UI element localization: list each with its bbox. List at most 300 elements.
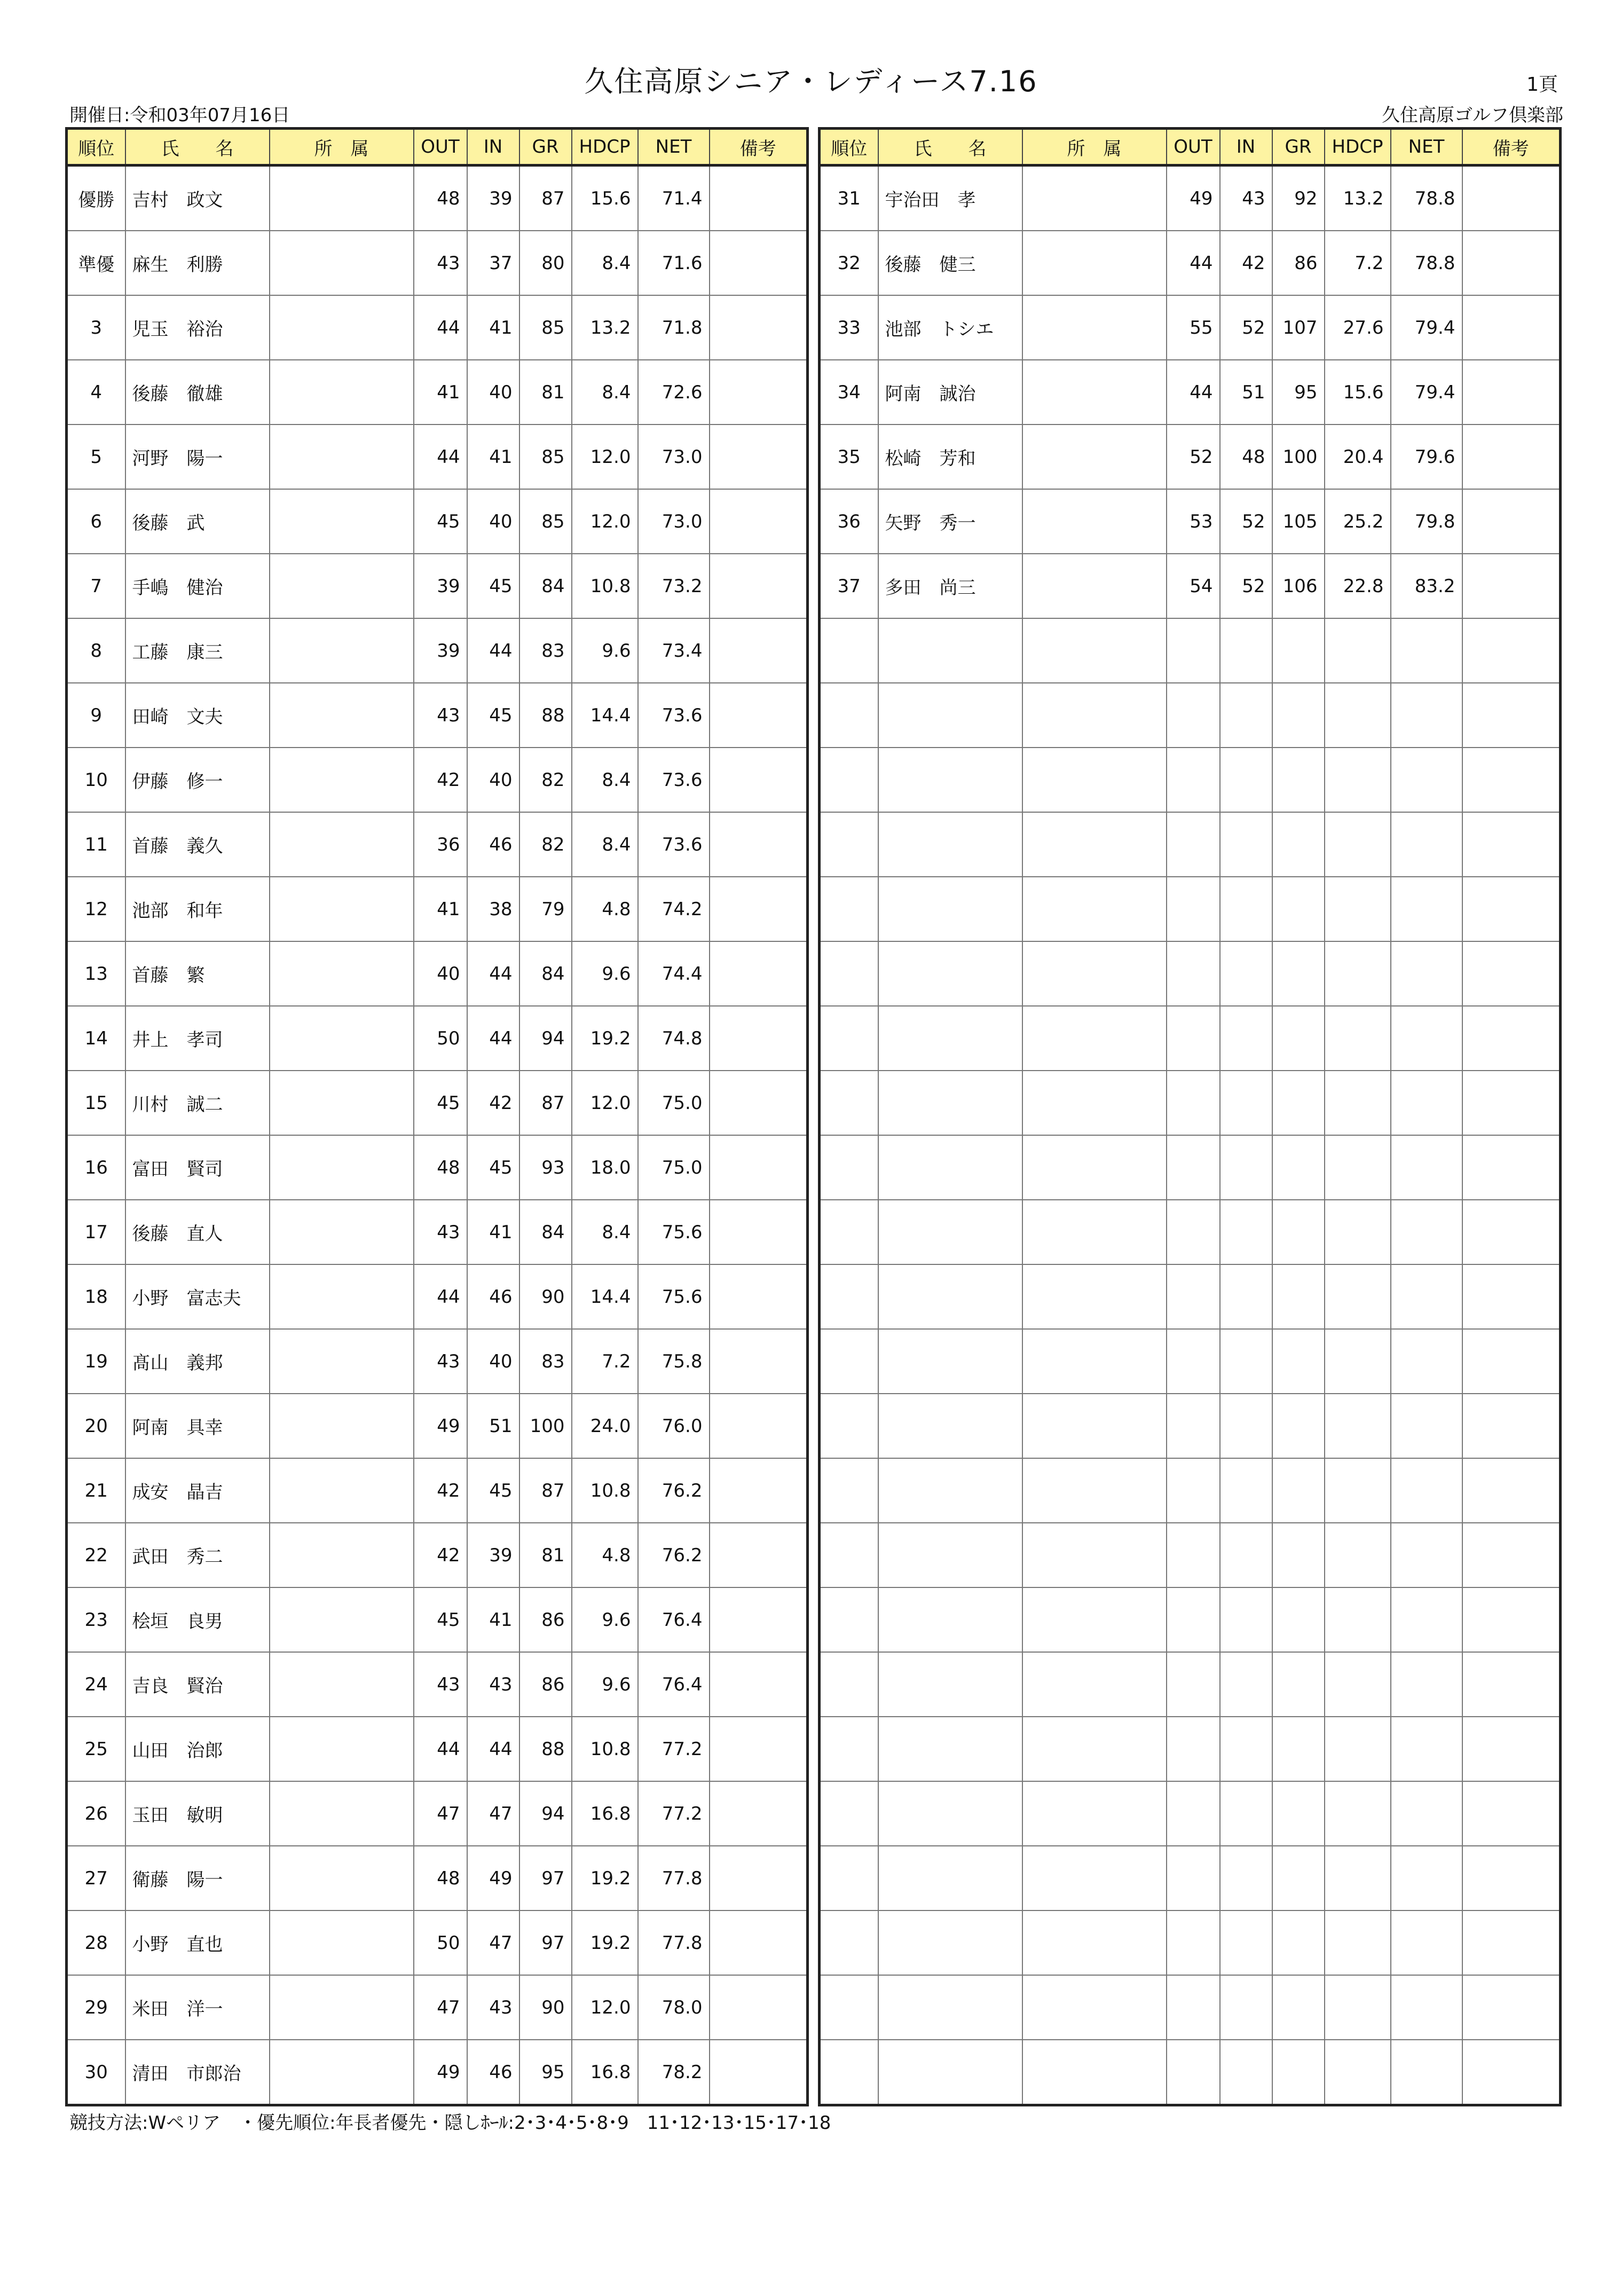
gross-cell xyxy=(1272,1458,1325,1523)
page-number: 1頁 xyxy=(1526,74,1558,96)
name-cell xyxy=(878,941,1022,1006)
event-date: 開催日:令和03年07月16日 xyxy=(69,105,290,126)
hdcp-cell xyxy=(1325,1458,1391,1523)
hdcp-cell: 4.8 xyxy=(572,877,638,941)
rank-cell xyxy=(820,1135,878,1200)
in-cell xyxy=(1220,1523,1272,1587)
gross-cell: 83 xyxy=(519,618,572,683)
out-cell xyxy=(1167,1394,1220,1458)
in-cell: 41 xyxy=(467,1587,519,1652)
hdcp-cell: 14.4 xyxy=(572,683,638,748)
name-cell: 多田 尚三 xyxy=(878,554,1022,618)
header-net: NET xyxy=(638,129,710,166)
table-row xyxy=(67,231,808,295)
in-cell xyxy=(1220,618,1272,683)
in-cell: 37 xyxy=(467,231,519,295)
hdcp-cell: 25.2 xyxy=(1325,489,1391,554)
out-cell xyxy=(1167,1006,1220,1071)
gross-cell: 105 xyxy=(1272,489,1325,554)
remarks-cell xyxy=(710,1587,808,1652)
hdcp-cell: 16.8 xyxy=(572,2040,638,2105)
rank-cell: 9 xyxy=(67,683,125,748)
remarks-cell xyxy=(710,683,808,748)
hdcp-cell xyxy=(1325,1587,1391,1652)
affiliation-cell xyxy=(1022,1846,1167,1910)
hdcp-cell: 8.4 xyxy=(572,748,638,812)
affiliation-cell xyxy=(270,1781,414,1846)
remarks-cell xyxy=(710,360,808,424)
net-cell: 77.2 xyxy=(638,1781,710,1846)
name-cell: 桧垣 良男 xyxy=(125,1587,270,1652)
name-cell: 宇治田 孝 xyxy=(878,166,1022,231)
remarks-cell xyxy=(710,1394,808,1458)
in-cell xyxy=(1220,1458,1272,1523)
gross-cell: 79 xyxy=(519,877,572,941)
hdcp-cell: 19.2 xyxy=(572,1910,638,1975)
table-row xyxy=(820,1394,1561,1458)
gross-cell: 87 xyxy=(519,1458,572,1523)
rank-cell xyxy=(820,1717,878,1781)
in-cell: 40 xyxy=(467,1329,519,1394)
name-cell xyxy=(878,1200,1022,1264)
in-cell xyxy=(1220,1071,1272,1135)
hdcp-cell xyxy=(1325,941,1391,1006)
net-cell xyxy=(1391,618,1462,683)
gross-cell xyxy=(1272,1523,1325,1587)
out-cell: 42 xyxy=(414,748,467,812)
affiliation-cell xyxy=(270,1135,414,1200)
header-name: 氏 名 xyxy=(125,129,270,166)
hdcp-cell xyxy=(1325,1329,1391,1394)
net-cell: 76.4 xyxy=(638,1652,710,1717)
hdcp-cell xyxy=(1325,812,1391,877)
rank-cell: 15 xyxy=(67,1071,125,1135)
rank-cell: 7 xyxy=(67,554,125,618)
affiliation-cell xyxy=(1022,1264,1167,1329)
affiliation-cell xyxy=(1022,1135,1167,1200)
out-cell: 41 xyxy=(414,877,467,941)
remarks-cell xyxy=(1462,1975,1561,2040)
header-affiliation: 所 属 xyxy=(270,129,414,166)
name-cell: 小野 富志夫 xyxy=(125,1264,270,1329)
remarks-cell xyxy=(710,1329,808,1394)
rank-cell xyxy=(820,1587,878,1652)
remarks-cell xyxy=(710,489,808,554)
remarks-cell xyxy=(1462,1910,1561,1975)
hdcp-cell: 24.0 xyxy=(572,1394,638,1458)
remarks-cell xyxy=(1462,1781,1561,1846)
name-cell xyxy=(878,1975,1022,2040)
affiliation-cell xyxy=(270,877,414,941)
net-cell xyxy=(1391,1071,1462,1135)
header-remarks: 備考 xyxy=(710,129,808,166)
in-cell xyxy=(1220,1781,1272,1846)
table-row xyxy=(820,489,1561,554)
table-row xyxy=(67,877,808,941)
out-cell xyxy=(1167,941,1220,1006)
net-cell xyxy=(1391,1975,1462,2040)
table-row xyxy=(67,683,808,748)
name-cell: 清田 市郎治 xyxy=(125,2040,270,2105)
name-cell xyxy=(878,1781,1022,1846)
gross-cell: 97 xyxy=(519,1846,572,1910)
name-cell xyxy=(878,1006,1022,1071)
net-cell: 73.4 xyxy=(638,618,710,683)
rank-cell: 25 xyxy=(67,1717,125,1781)
hdcp-cell xyxy=(1325,1200,1391,1264)
in-cell xyxy=(1220,1910,1272,1975)
rank-cell xyxy=(820,941,878,1006)
gross-cell: 86 xyxy=(519,1652,572,1717)
net-cell xyxy=(1391,1329,1462,1394)
gross-cell xyxy=(1272,1135,1325,1200)
hdcp-cell: 13.2 xyxy=(572,295,638,360)
out-cell: 48 xyxy=(414,1846,467,1910)
remarks-cell xyxy=(710,1006,808,1071)
out-cell xyxy=(1167,1587,1220,1652)
rank-cell: 14 xyxy=(67,1006,125,1071)
net-cell: 73.6 xyxy=(638,812,710,877)
net-cell xyxy=(1391,1910,1462,1975)
name-cell: 川村 誠二 xyxy=(125,1071,270,1135)
rank-cell: 優勝 xyxy=(67,166,125,231)
net-cell xyxy=(1391,1523,1462,1587)
rank-cell: 3 xyxy=(67,295,125,360)
table-row xyxy=(67,1523,808,1587)
out-cell: 45 xyxy=(414,489,467,554)
table-row xyxy=(67,941,808,1006)
out-cell: 54 xyxy=(1167,554,1220,618)
in-cell: 45 xyxy=(467,1135,519,1200)
hdcp-cell: 18.0 xyxy=(572,1135,638,1200)
hdcp-cell: 22.8 xyxy=(1325,554,1391,618)
rank-cell: 8 xyxy=(67,618,125,683)
in-cell: 46 xyxy=(467,812,519,877)
hdcp-cell xyxy=(1325,1071,1391,1135)
header-gross: GR xyxy=(1272,129,1325,166)
out-cell: 44 xyxy=(414,424,467,489)
rank-cell xyxy=(820,1458,878,1523)
gross-cell: 86 xyxy=(519,1587,572,1652)
affiliation-cell xyxy=(270,683,414,748)
table-row xyxy=(67,166,808,231)
gross-cell xyxy=(1272,683,1325,748)
hdcp-cell xyxy=(1325,877,1391,941)
name-cell: 阿南 具幸 xyxy=(125,1394,270,1458)
rank-cell: 18 xyxy=(67,1264,125,1329)
affiliation-cell xyxy=(1022,360,1167,424)
in-cell: 40 xyxy=(467,360,519,424)
affiliation-cell xyxy=(270,231,414,295)
name-cell: 池部 和年 xyxy=(125,877,270,941)
out-cell xyxy=(1167,618,1220,683)
remarks-cell xyxy=(1462,424,1561,489)
rank-cell: 27 xyxy=(67,1846,125,1910)
net-cell xyxy=(1391,941,1462,1006)
rank-cell: 28 xyxy=(67,1910,125,1975)
name-cell: 武田 秀二 xyxy=(125,1523,270,1587)
gross-cell xyxy=(1272,748,1325,812)
header-hdcp: HDCP xyxy=(1325,129,1391,166)
in-cell: 49 xyxy=(467,1846,519,1910)
out-cell xyxy=(1167,877,1220,941)
hdcp-cell: 8.4 xyxy=(572,360,638,424)
rank-cell: 24 xyxy=(67,1652,125,1717)
rank-cell xyxy=(820,1975,878,2040)
table-row xyxy=(820,295,1561,360)
hdcp-cell xyxy=(1325,1135,1391,1200)
name-cell: 後藤 徹雄 xyxy=(125,360,270,424)
out-cell xyxy=(1167,1071,1220,1135)
rank-cell: 22 xyxy=(67,1523,125,1587)
name-cell: 田崎 文夫 xyxy=(125,683,270,748)
name-cell xyxy=(878,1458,1022,1523)
name-cell: 玉田 敏明 xyxy=(125,1781,270,1846)
header-hdcp: HDCP xyxy=(572,129,638,166)
name-cell: 後藤 直人 xyxy=(125,1200,270,1264)
rank-cell: 11 xyxy=(67,812,125,877)
table-row xyxy=(820,1006,1561,1071)
hdcp-cell: 10.8 xyxy=(572,1717,638,1781)
out-cell xyxy=(1167,748,1220,812)
affiliation-cell xyxy=(1022,1975,1167,2040)
name-cell xyxy=(878,1587,1022,1652)
name-cell: 髙山 義邦 xyxy=(125,1329,270,1394)
hdcp-cell: 15.6 xyxy=(572,166,638,231)
remarks-cell xyxy=(1462,1587,1561,1652)
remarks-cell xyxy=(1462,1329,1561,1394)
affiliation-cell xyxy=(1022,1071,1167,1135)
affiliation-cell xyxy=(1022,941,1167,1006)
gross-cell xyxy=(1272,1717,1325,1781)
net-cell: 77.8 xyxy=(638,1910,710,1975)
remarks-cell xyxy=(710,1200,808,1264)
table-row xyxy=(820,1329,1561,1394)
table-row xyxy=(820,1975,1561,2040)
in-cell: 44 xyxy=(467,941,519,1006)
out-cell xyxy=(1167,1458,1220,1523)
remarks-cell xyxy=(710,1523,808,1587)
remarks-cell xyxy=(710,877,808,941)
net-cell: 71.4 xyxy=(638,166,710,231)
in-cell: 43 xyxy=(467,1652,519,1717)
in-cell xyxy=(1220,941,1272,1006)
table-row xyxy=(820,1135,1561,1200)
in-cell: 42 xyxy=(467,1071,519,1135)
rank-cell xyxy=(820,683,878,748)
net-cell xyxy=(1391,1781,1462,1846)
table-row xyxy=(67,812,808,877)
rank-cell xyxy=(820,1200,878,1264)
affiliation-cell xyxy=(1022,812,1167,877)
net-cell: 75.0 xyxy=(638,1135,710,1200)
hdcp-cell xyxy=(1325,748,1391,812)
rank-cell: 準優 xyxy=(67,231,125,295)
hdcp-cell xyxy=(1325,1006,1391,1071)
in-cell: 42 xyxy=(1220,231,1272,295)
in-cell: 41 xyxy=(467,424,519,489)
name-cell: 後藤 武 xyxy=(125,489,270,554)
in-cell xyxy=(1220,1587,1272,1652)
net-cell: 78.2 xyxy=(638,2040,710,2105)
table-row xyxy=(67,1587,808,1652)
out-cell: 40 xyxy=(414,941,467,1006)
affiliation-cell xyxy=(1022,877,1167,941)
table-row xyxy=(67,1910,808,1975)
remarks-cell xyxy=(710,1717,808,1781)
rank-cell xyxy=(820,1329,878,1394)
header-rank: 順位 xyxy=(67,129,125,166)
affiliation-cell xyxy=(270,489,414,554)
affiliation-cell xyxy=(1022,424,1167,489)
gross-cell: 90 xyxy=(519,1975,572,2040)
hdcp-cell xyxy=(1325,1846,1391,1910)
in-cell xyxy=(1220,748,1272,812)
remarks-cell xyxy=(1462,1523,1561,1587)
net-cell: 79.6 xyxy=(1391,424,1462,489)
net-cell: 71.8 xyxy=(638,295,710,360)
remarks-cell xyxy=(1462,1394,1561,1458)
rank-cell xyxy=(820,812,878,877)
name-cell: 池部 トシエ xyxy=(878,295,1022,360)
hdcp-cell: 14.4 xyxy=(572,1264,638,1329)
table-row xyxy=(820,812,1561,877)
gross-cell xyxy=(1272,1652,1325,1717)
table-row xyxy=(820,1071,1561,1135)
header-in: IN xyxy=(1220,129,1272,166)
hdcp-cell: 15.6 xyxy=(1325,360,1391,424)
gross-cell xyxy=(1272,941,1325,1006)
remarks-cell xyxy=(1462,1717,1561,1781)
out-cell: 48 xyxy=(414,1135,467,1200)
rank-cell: 34 xyxy=(820,360,878,424)
affiliation-cell xyxy=(1022,231,1167,295)
out-cell: 43 xyxy=(414,683,467,748)
gross-cell: 106 xyxy=(1272,554,1325,618)
remarks-cell xyxy=(1462,877,1561,941)
out-cell: 47 xyxy=(414,1781,467,1846)
affiliation-cell xyxy=(270,2040,414,2105)
remarks-cell xyxy=(710,1781,808,1846)
table-row xyxy=(820,618,1561,683)
remarks-cell xyxy=(1462,489,1561,554)
out-cell: 44 xyxy=(414,1264,467,1329)
out-cell: 49 xyxy=(1167,166,1220,231)
gross-cell: 83 xyxy=(519,1329,572,1394)
table-row xyxy=(67,1652,808,1717)
in-cell xyxy=(1220,1006,1272,1071)
rank-cell xyxy=(820,1781,878,1846)
remarks-cell xyxy=(710,1458,808,1523)
in-cell: 39 xyxy=(467,166,519,231)
out-cell xyxy=(1167,1135,1220,1200)
net-cell: 79.4 xyxy=(1391,360,1462,424)
gross-cell xyxy=(1272,2040,1325,2105)
table-row xyxy=(820,1523,1561,1587)
name-cell: 吉良 賢治 xyxy=(125,1652,270,1717)
affiliation-cell xyxy=(1022,554,1167,618)
table-row xyxy=(820,2040,1561,2105)
table-row xyxy=(67,489,808,554)
net-cell xyxy=(1391,1394,1462,1458)
remarks-cell xyxy=(1462,1846,1561,1910)
gross-cell: 88 xyxy=(519,683,572,748)
rank-cell: 29 xyxy=(67,1975,125,2040)
out-cell: 50 xyxy=(414,1910,467,1975)
hdcp-cell xyxy=(1325,1975,1391,2040)
remarks-cell xyxy=(1462,618,1561,683)
rank-cell xyxy=(820,748,878,812)
hdcp-cell: 19.2 xyxy=(572,1006,638,1071)
out-cell: 41 xyxy=(414,360,467,424)
affiliation-cell xyxy=(270,1910,414,1975)
net-cell: 74.2 xyxy=(638,877,710,941)
rank-cell xyxy=(820,618,878,683)
gross-cell: 92 xyxy=(1272,166,1325,231)
remarks-cell xyxy=(1462,683,1561,748)
name-cell xyxy=(878,1135,1022,1200)
in-cell: 45 xyxy=(467,683,519,748)
net-cell xyxy=(1391,2040,1462,2105)
out-cell: 44 xyxy=(414,295,467,360)
in-cell xyxy=(1220,1975,1272,2040)
out-cell: 48 xyxy=(414,166,467,231)
out-cell xyxy=(1167,1975,1220,2040)
gross-cell xyxy=(1272,1781,1325,1846)
gross-cell: 85 xyxy=(519,424,572,489)
table-row xyxy=(67,1458,808,1523)
hdcp-cell xyxy=(1325,1652,1391,1717)
affiliation-cell xyxy=(270,295,414,360)
out-cell: 42 xyxy=(414,1523,467,1587)
rank-cell: 6 xyxy=(67,489,125,554)
in-cell xyxy=(1220,683,1272,748)
gross-cell: 95 xyxy=(1272,360,1325,424)
net-cell: 75.6 xyxy=(638,1200,710,1264)
out-cell xyxy=(1167,1523,1220,1587)
table-row xyxy=(67,424,808,489)
gross-cell: 100 xyxy=(1272,424,1325,489)
hdcp-cell xyxy=(1325,683,1391,748)
net-cell: 73.0 xyxy=(638,424,710,489)
gross-cell xyxy=(1272,1587,1325,1652)
out-cell: 43 xyxy=(414,1652,467,1717)
net-cell: 76.2 xyxy=(638,1523,710,1587)
table-row xyxy=(67,1846,808,1910)
net-cell xyxy=(1391,1006,1462,1071)
gross-cell xyxy=(1272,618,1325,683)
remarks-cell xyxy=(1462,812,1561,877)
table-row xyxy=(67,1394,808,1458)
out-cell: 43 xyxy=(414,1200,467,1264)
out-cell xyxy=(1167,1910,1220,1975)
name-cell xyxy=(878,812,1022,877)
rank-cell xyxy=(820,1264,878,1329)
net-cell: 79.8 xyxy=(1391,489,1462,554)
remarks-cell xyxy=(1462,360,1561,424)
in-cell: 43 xyxy=(467,1975,519,2040)
affiliation-cell xyxy=(1022,1781,1167,1846)
header-rank: 順位 xyxy=(820,129,878,166)
affiliation-cell xyxy=(270,166,414,231)
table-row xyxy=(820,1781,1561,1846)
remarks-cell xyxy=(1462,1071,1561,1135)
net-cell: 72.6 xyxy=(638,360,710,424)
remarks-cell xyxy=(710,295,808,360)
net-cell xyxy=(1391,1135,1462,1200)
out-cell: 44 xyxy=(414,1717,467,1781)
name-cell xyxy=(878,1071,1022,1135)
